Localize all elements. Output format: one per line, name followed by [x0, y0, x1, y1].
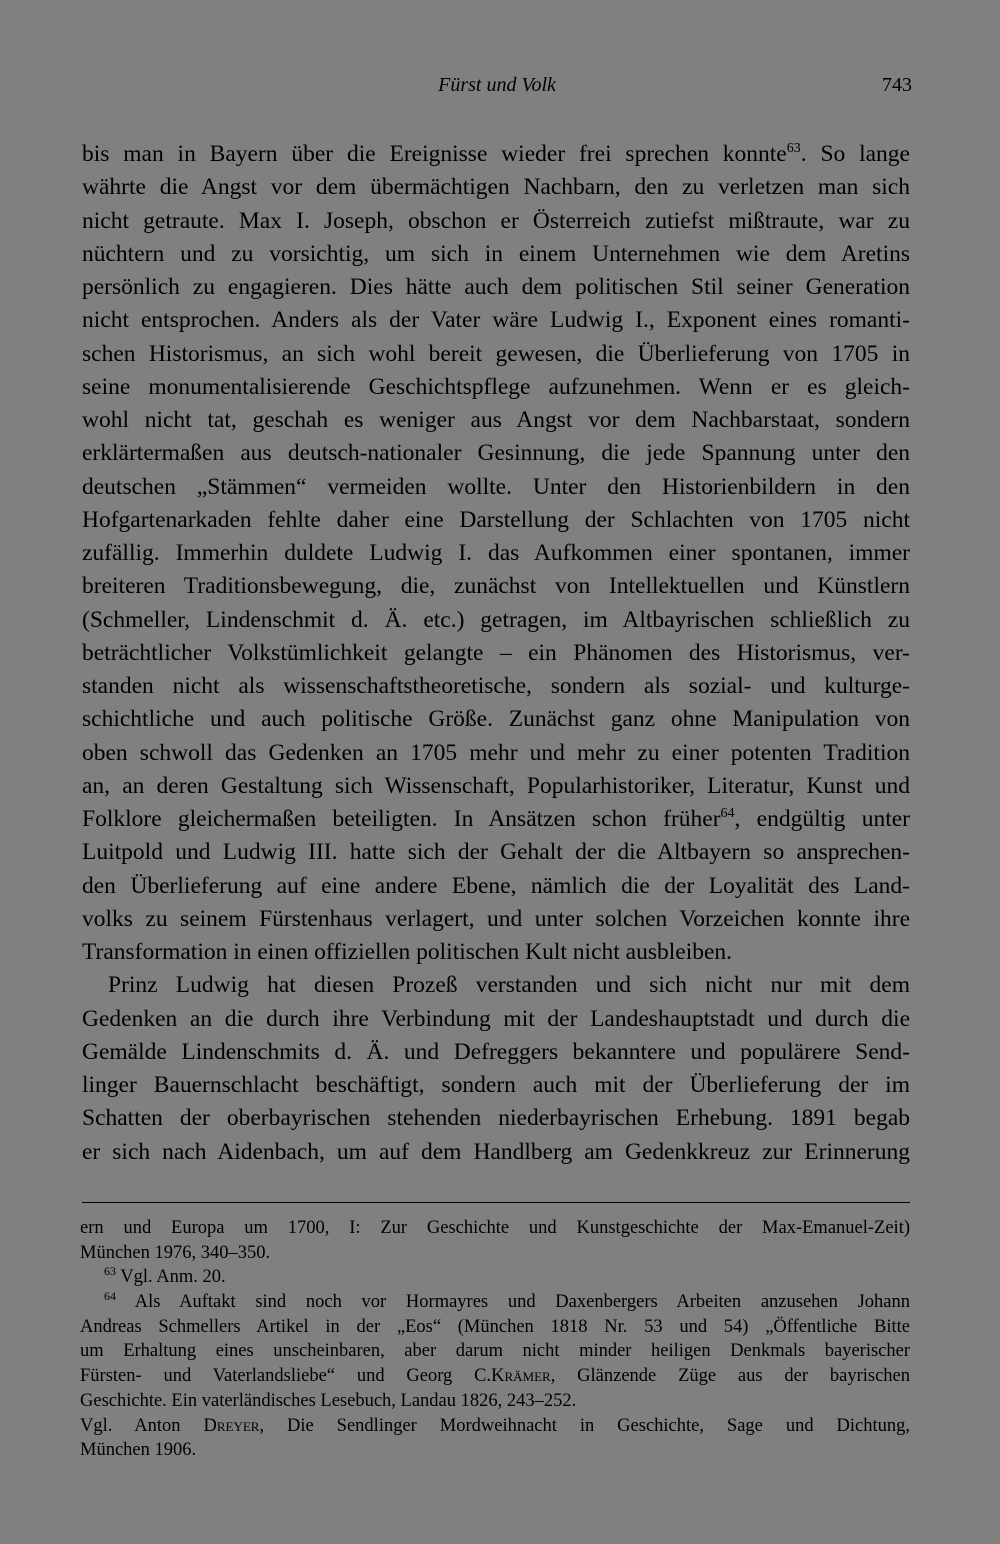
body-line: standen nicht als wissenschaftstheoretische, sondern als sozial- und kulturge- [82, 673, 910, 699]
body-line: deutschen „Stämmen“ vermeiden wollte. Unter den Historienbildern in den [82, 473, 910, 500]
body-line: Gemälde Lindenschmits d. Ä. und Defreggers bekanntere und populärere Send- [82, 1038, 910, 1065]
body-line: (Schmeller, Lindenschmit d. Ä. etc.) getragen, im Altbayrischen schließlich zu [82, 606, 910, 633]
footnote-64: $^{64}$ Als Auftakt sind noch vor Hormayres und Daxenbergers Arbeiten anzusehen Johann [104, 1289, 910, 1313]
body-line: seine monumentalisierende Geschichtspflege aufzunehmen. Wenn er es gleich- [82, 373, 910, 400]
body-line: wohl nicht tat, geschah es weniger aus Angst vor dem Nachbarstaat, sondern [82, 407, 910, 433]
footnote-63: $^{63}$ Vgl. Anm. 20. [104, 1264, 226, 1288]
body-line: beträchtlicher Volkstümlichkeit gelangte – ein Phänomen des Historismus, ver- [82, 639, 910, 666]
body-line: linger Bauernschlacht beschäftigt, sondern auch mit der Überlieferung der im [82, 1072, 910, 1098]
footnote-ref: 63 [786, 141, 801, 156]
body-line: Transformation in einen offiziellen politischen Kult nicht ausbleiben. [82, 939, 733, 965]
footnote-number: 63 [104, 1264, 116, 1279]
body-line: nicht entsprochen. Anders als der Vater wäre Ludwig I., Exponent eines romanti- [82, 307, 910, 334]
body-line: an, an deren Gestaltung sich Wissenschaft, Popularhistoriker, Literatur, Kunst und [82, 772, 910, 799]
body-line: Gedenken an die durch ihre Verbindung mit der Landeshauptstadt und durch die [82, 1005, 910, 1032]
body-line: schen Historismus, an sich wohl bereit gewesen, die Überlieferung von 1705 in [82, 340, 910, 367]
body-line: Folklore gleichermaßen beteiligten. In Ansätzen schon früher$^{64}$, endgültig unter [82, 806, 910, 832]
author-name: Dreyer [203, 1415, 260, 1436]
footnote-line: um Erhaltung eines unscheinbaren, aber darum nicht minder heiligen Denkmals bayerischer [80, 1341, 910, 1362]
body-line: volks zu seinem Fürstenhaus verlagert, und unter solchen Vorzeichen konnte ihre [82, 905, 910, 932]
running-head [82, 74, 912, 104]
footnote-line: Andreas Schmellers Artikel in der „Eos“ (München 1818 Nr. 53 und 54) „Öffentliche Bitte [80, 1316, 910, 1337]
body-line: er sich nach Aidenbach, um auf dem Handlberg am Gedenkkreuz zur Erinnerung [82, 1138, 910, 1165]
body-line: zufällig. Immerhin duldete Ludwig I. das Aufkommen einer spontanen, immer [82, 540, 910, 566]
body-line: Hofgartenarkaden fehlte daher eine Darstellung der Schlachten von 1705 nicht [82, 506, 910, 533]
page-number: 743 [882, 74, 912, 96]
footnote-line: München 1976, 340–350. [80, 1242, 271, 1263]
body-line: Schatten der oberbayrischen stehenden niederbayrischen Erhebung. 1891 begab [82, 1105, 910, 1132]
footnote-line: Fürsten- und Vaterlandsliebe“ und Georg C.Krämer, Glänzende Züge aus der bayrischen [80, 1366, 910, 1387]
author-name: Krämer [491, 1366, 551, 1387]
body-line: nüchtern und zu vorsichtig, um sich in einem Unternehmen wie dem Aretins [82, 240, 910, 267]
body-line: Prinz Ludwig hat diesen Prozeß verstanden und sich nicht nur mit dem [108, 972, 910, 999]
body-line: schichtliche und auch politische Größe. Zunächst ganz ohne Manipulation von [82, 706, 910, 733]
body-line: oben schwoll das Gedenken an 1705 mehr und mehr zu einer potenten Tradition [82, 739, 910, 766]
body-line: nicht getraute. Max I. Joseph, obschon er Österreich zutiefst mißtraute, war zu [82, 207, 910, 234]
body-line: persönlich zu engagieren. Dies hätte auch dem politischen Stil seiner Generation [82, 274, 910, 300]
footnote-line: ern und Europa um 1700, I: Zur Geschichte und Kunstgeschichte der Max-Emanuel-Zeit) [80, 1218, 910, 1238]
footnote-number: 64 [104, 1289, 116, 1304]
body-line: den Überlieferung auf eine andere Ebene, nämlich die der Loyalität des Land- [82, 872, 910, 899]
footnote-line: München 1906. [80, 1440, 197, 1461]
running-title: Fürst und Volk [438, 74, 556, 96]
body-text [82, 138, 910, 1169]
body-line: währte die Angst vor dem übermächtigen Nachbarn, den zu verletzen man sich [82, 174, 910, 201]
body-line: erklärtermaßen aus deutsch-nationaler Gesinnung, die jede Spannung unter den [82, 440, 910, 467]
footnote-line: Geschichte. Ein vaterländisches Lesebuch, Landau 1826, 243–252. [80, 1390, 577, 1411]
body-line: breiteren Traditionsbewegung, die, zunächst von Intellektuellen und Künstlern [82, 573, 910, 600]
body-line: Luitpold und Ludwig III. hatte sich der Gehalt der die Altbayern so ansprechen- [82, 839, 910, 866]
footnote-divider [82, 1202, 910, 1203]
footnote-line: Vgl. Anton Dreyer, Die Sendlinger Mordweihnacht in Geschichte, Sage und Dichtung, [80, 1415, 910, 1436]
body-line: bis man in Bayern über die Ereignisse wieder frei sprechen konnte$^{63}$. So lange [82, 141, 910, 167]
footnotes [80, 1216, 910, 1463]
footnote-ref: 64 [720, 806, 735, 821]
